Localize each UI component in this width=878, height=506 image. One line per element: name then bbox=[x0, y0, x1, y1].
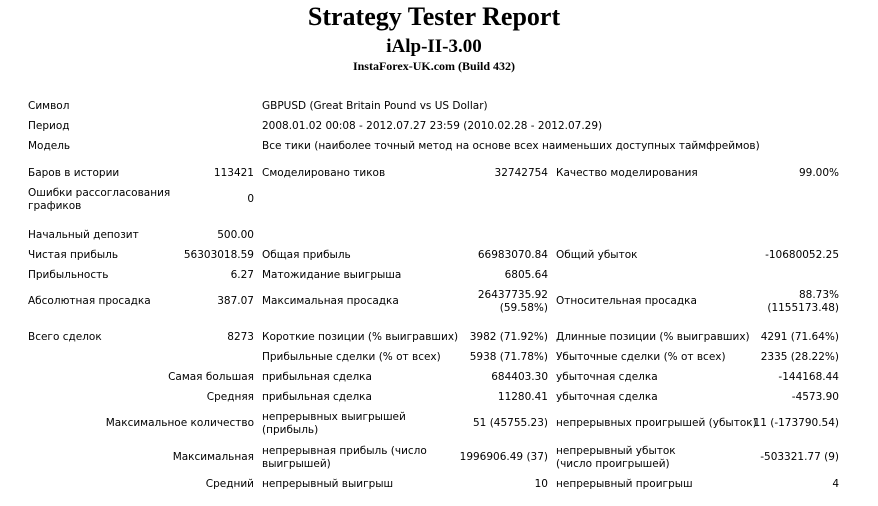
avg-cons-losses-value: 4 bbox=[832, 478, 839, 490]
errors-value: 0 bbox=[247, 193, 254, 205]
profit-trades-label: Прибыльные сделки (% от всех) bbox=[262, 351, 441, 363]
max-cons-losses-value: 11 (-173790.54) bbox=[753, 417, 839, 429]
quality-label: Качество моделирования bbox=[556, 167, 698, 179]
loss-trades-value: 2335 (28.22%) bbox=[760, 351, 839, 363]
max-cons-wins-label: непрерывных выигрышей (прибыль) bbox=[262, 411, 406, 436]
max-cons-losses-label: непрерывных проигрышей (убыток) bbox=[556, 417, 757, 429]
symbol-label: Символ bbox=[28, 100, 70, 112]
maximal-label: Максимальная bbox=[172, 451, 254, 463]
max-cons-loss-value: -503321.77 (9) bbox=[760, 451, 839, 463]
period-value: 2008.01.02 00:08 - 2012.07.27 23:59 (2010.02.28 - 2012.07.29) bbox=[262, 120, 603, 132]
avg-cons-label: Средний bbox=[205, 478, 254, 490]
gross-loss-label: Общий убыток bbox=[556, 249, 638, 261]
average-loss-value: -4573.90 bbox=[791, 391, 839, 403]
broker-build: InstaForex-UK.com (Build 432) bbox=[352, 59, 516, 73]
gross-profit-label: Общая прибыль bbox=[262, 249, 351, 261]
report-title: Strategy Tester Report bbox=[307, 2, 561, 31]
largest-loss-value: -144168.44 bbox=[778, 371, 839, 383]
short-positions-label: Короткие позиции (% выигравших) bbox=[262, 331, 459, 343]
period-label: Период bbox=[28, 120, 70, 132]
loss-trades-label: Убыточные сделки (% от всех) bbox=[556, 351, 726, 363]
largest-loss-label: убыточная сделка bbox=[556, 371, 658, 383]
expert-name: iAlp-II-3.00 bbox=[386, 36, 482, 57]
quality-value: 99.00% bbox=[798, 167, 839, 179]
model-label: Модель bbox=[28, 140, 71, 152]
rel-drawdown-percent: 88.73% bbox=[798, 289, 839, 301]
profit-factor-value: 6.27 bbox=[230, 269, 254, 281]
average-profit-value: 11280.41 bbox=[497, 391, 548, 403]
largest-profit-value: 684403.30 bbox=[491, 371, 548, 383]
symbol-value: GBPUSD (Great Britain Pound vs US Dollar) bbox=[262, 100, 488, 112]
bars-value: 113421 bbox=[213, 167, 254, 179]
deposit-value: 500.00 bbox=[217, 229, 254, 241]
total-trades-label: Всего сделок bbox=[28, 331, 102, 343]
max-cons-wins-value: 51 (45755.23) bbox=[473, 417, 548, 429]
bars-label: Баров в истории bbox=[28, 167, 120, 179]
abs-drawdown-label: Абсолютная просадка bbox=[28, 295, 151, 307]
max-drawdown-value: 26437735.92 bbox=[477, 289, 548, 301]
ticks-label: Смоделировано тиков bbox=[262, 167, 386, 179]
deposit-label: Начальный депозит bbox=[28, 229, 139, 241]
short-positions-value: 3982 (71.92%) bbox=[469, 331, 548, 343]
profit-factor-label: Прибыльность bbox=[28, 269, 109, 281]
max-cons-profit-value: 1996906.49 (37) bbox=[459, 451, 548, 463]
profit-trades-value: 5938 (71.78%) bbox=[469, 351, 548, 363]
max-cons-loss-label: непрерывный убыток (число проигрышей) bbox=[556, 445, 676, 470]
avg-cons-wins-label: непрерывный выигрыш bbox=[262, 478, 394, 490]
max-drawdown-label: Максимальная просадка bbox=[262, 295, 399, 307]
largest-profit-label: прибыльная сделка bbox=[262, 371, 372, 383]
gross-loss-value: -10680052.25 bbox=[765, 249, 839, 261]
avg-cons-losses-label: непрерывный проигрыш bbox=[556, 478, 693, 490]
average-loss-label: убыточная сделка bbox=[556, 391, 658, 403]
total-trades-value: 8273 bbox=[227, 331, 254, 343]
gross-profit-value: 66983070.84 bbox=[477, 249, 548, 261]
long-positions-label: Длинные позиции (% выигравших) bbox=[556, 331, 750, 343]
max-cons-profit-label: непрерывная прибыль (число выигрышей) bbox=[262, 445, 427, 470]
max-drawdown-percent: (59.58%) bbox=[499, 302, 548, 314]
rel-drawdown-value: (1155173.48) bbox=[767, 302, 839, 314]
expected-payoff-label: Матожидание выигрыша bbox=[262, 269, 402, 281]
model-value: Все тики (наиболее точный метод на основе всех наименьших доступных таймфреймов) bbox=[262, 140, 760, 152]
errors-label: Ошибки рассогласования графиков bbox=[28, 187, 171, 212]
largest-label: Самая большая bbox=[168, 371, 254, 383]
rel-drawdown-label: Относительная просадка bbox=[556, 295, 697, 307]
net-profit-value: 56303018.59 bbox=[183, 249, 254, 261]
abs-drawdown-value: 387.07 bbox=[217, 295, 254, 307]
net-profit-label: Чистая прибыль bbox=[28, 249, 119, 261]
max-count-label: Максимальное количество bbox=[105, 417, 254, 429]
long-positions-value: 4291 (71.64%) bbox=[760, 331, 839, 343]
expected-payoff-value: 6805.64 bbox=[504, 269, 548, 281]
avg-cons-wins-value: 10 bbox=[534, 478, 548, 490]
ticks-value: 32742754 bbox=[494, 167, 548, 179]
average-label: Средняя bbox=[206, 391, 254, 403]
average-profit-label: прибыльная сделка bbox=[262, 391, 372, 403]
